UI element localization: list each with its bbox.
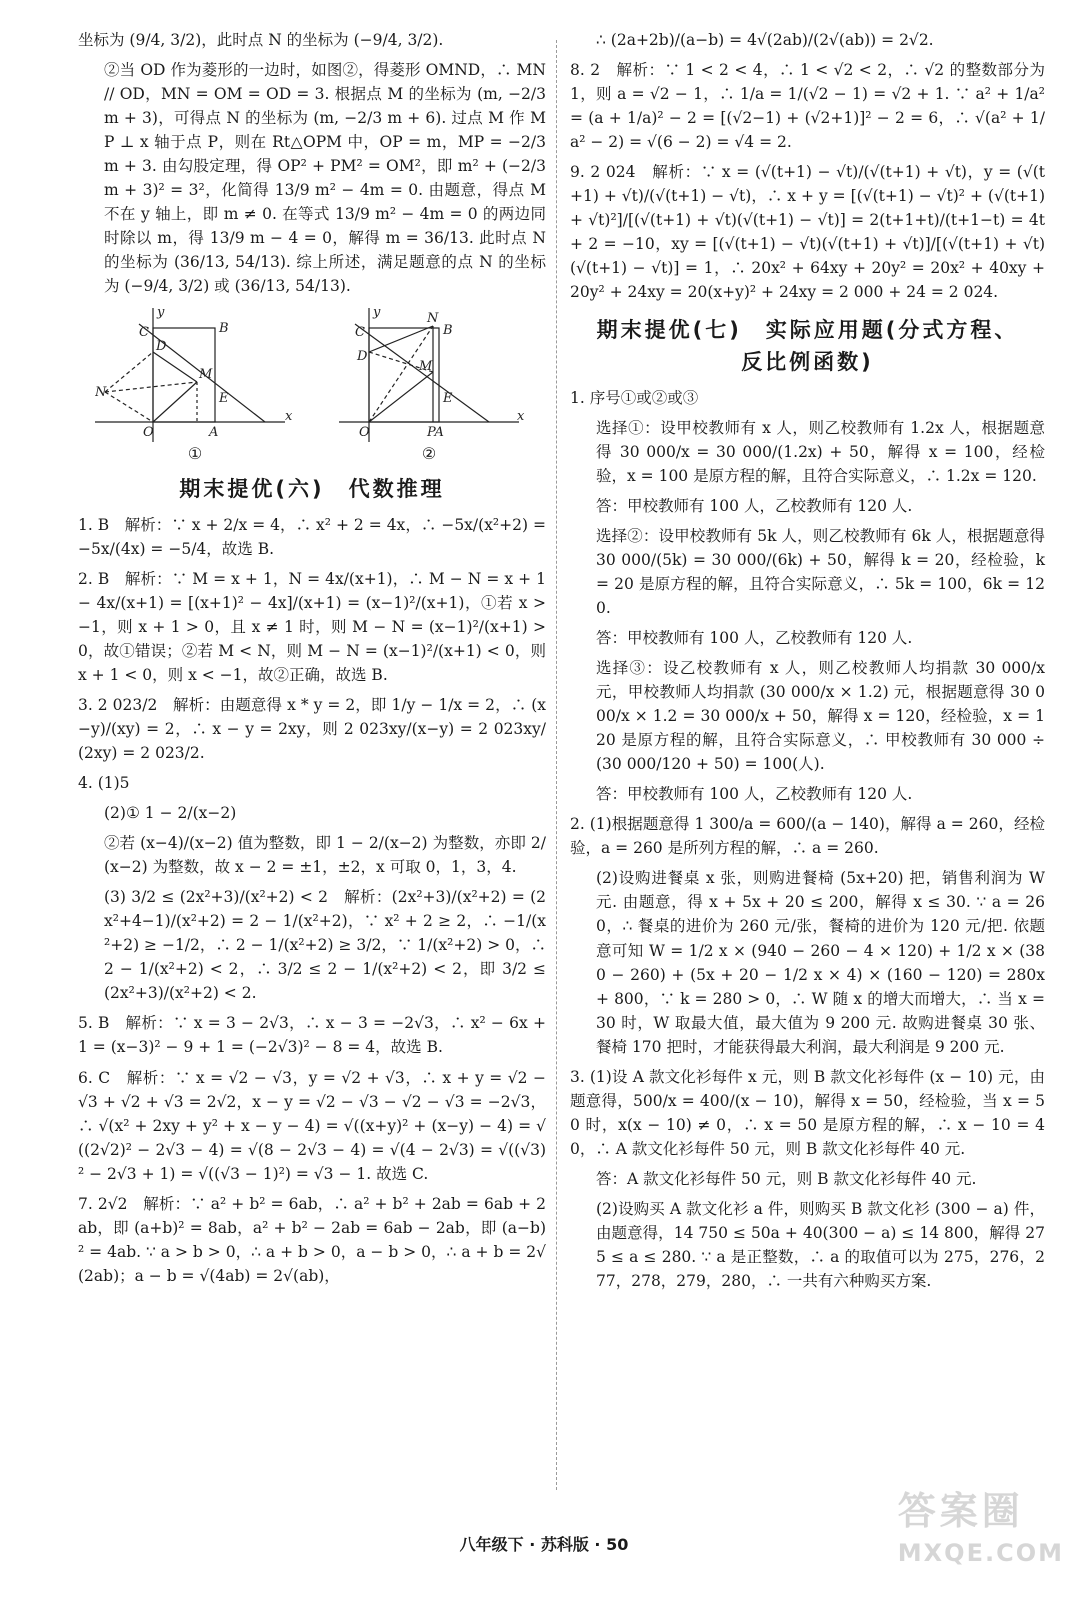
figure-1-diagram — [95, 306, 295, 446]
s6-item-3: 3. 2 023/2 解析：由题意得 x * y = 2，即 1/y − 1/x = 2，∴ (x−y)/(xy) = 2，∴ x − y = 2xy，则 2 023xy/(x−y) = 2 023xy/(2xy) = 2 023/2. — [78, 696, 546, 763]
section-7-title-line-1: 期末提优(七) 实际应用题(分式方程、 — [596, 318, 1019, 343]
svg-text:A: A — [209, 425, 219, 441]
s6-item-4-2: (2)① 1 − 2/(x−2) — [104, 804, 237, 823]
s7-item-3-1: 3. (1)设 A 款文化衫每件 x 元，则 B 款文化衫每件 (x − 10) 元，由题意得，500/x = 400/(x − 10)，解得 x = 50，经检验，当 x = 50 时，x(x − 10) ≠ 0，∴ x = 50 是原方程的解，∴ x − 10 = 40，∴ A 款文化衫每件 50 元，则 B 款文化衫每件 40 元. — [570, 1067, 1045, 1158]
s7-item-1: 1. 序号①或②或③ — [570, 389, 699, 408]
s6-item-1: 1. B 解析：∵ x + 2/x = 4，∴ x² + 2 = 4x，∴ −5x/(x²+2) = −5x/(4x) = −5/4，故选 B. — [78, 516, 546, 559]
s6-item-6: 6. C 解析：∵ x = √2 − √3，y = √2 + √3，∴ x + y = √2 − √3 + √2 + √3 = 2√2，x − y = √2 − √3 − √2 − √3 = −2√3，∴ √(x² + 2xy + y² + x − y − 4) = √((x+y)² + (x−y) − 4) = √((2√2)² − 2√3 − 4) = √(8 − 2√3 − 4) = √(4 − 2√3) = √((√3)² − 2√3 + 1) = √((√3 − 1)²) = √3 − 1. 故选 C. — [78, 1068, 546, 1183]
s6-item-2: 2. B 解析：∵ M = x + 1，N = 4x/(x+1)，∴ M − N = x + 1 − 4x/(x+1) = [(x+1)² − 4x]/(x+1) = (x−1)²/(x+1)，①若 x > −1，则 x + 1 > 0，且 x ≠ 1 时，则 M − N = (x−1)²/(x+1) > 0，故①错误；②若 M < N，则 M − N = (x−1)²/(x+1) < 0，则 x + 1 < 0，则 x < −1，故②正确，故选 B. — [78, 570, 546, 685]
s7-item-1-choice-2: 选择②：设甲校教师有 5k 人，则乙校教师有 6k 人，根据题意得 30 000/(5k) = 30 000/(6k) + 50，解得 k = 20，经检验，k = 20 是原方程的解，且符合实际意义，∴ 5k = 100，6k = 120. — [596, 527, 1045, 618]
s6-item-7: 7. 2√2 解析：∵ a² + b² = 6ab，∴ a² + b² + 2ab = 6ab + 2ab，即 (a+b)² = 8ab，a² + b² − 2ab = 6ab − 2ab，即 (a−b)² = 4ab. ∵ a > b > 0，∴ a + b > 0，a − b > 0，∴ a + b = 2√(2ab)；a − b = √(4ab) = 2√(ab)， — [78, 1194, 546, 1285]
watermark — [898, 1480, 1064, 1567]
s7-item-1-choice-3: 选择③：设乙校教师有 x 人，则乙校教师人均捐款 30 000/x 元，甲校教师人均捐款 (30 000/x × 1.2) 元，根据题意得 30 000/x × 1.2 = 30 000/x + 50，解得 x = 120，经检验，x = 120 是原方程的解，且符合实际意义，∴ 甲校教师有 30 000 ÷ (30 000/120 + 50) = 100(人). — [596, 659, 1045, 774]
svg-text:O: O — [143, 425, 154, 441]
item-8: 8. 2 解析：∵ 1 < 2 < 4，∴ 1 < √2 < 2，∴ √2 的整数部分为 1，则 a = √2 − 1，∴ 1/a = 1/(√2 − 1) = √2 + 1. ∵ a² + 1/a² = (a + 1/a)² − 2 = [(√2−1) + (√2+1)]² − 2 = 6，∴ √(a² + 1/a² − 2) = √(6 − 2) = √4 = 2. — [570, 61, 1045, 152]
section-7-title-line-2: 反比例函数) — [741, 350, 874, 375]
svg-text:N: N — [95, 385, 107, 401]
svg-text:x: x — [285, 409, 293, 425]
left-line-2: ②当 OD 作为菱形的一边时，如图②，得菱形 OMND，∴ MN // OD，MN = OM = OD = 3. 根据点 M 的坐标为 (m, −2/3 m + 3)，可得点 N 的坐标为 (m, −2/3 m + 6). 过点 M 作 MP ⊥ x 轴于点 P，则在 Rt△OPM 中，OP = m，MP = −2/3 m + 3. 由勾股定理，得 OP² + PM² = OM²，即 m² + (−2/3 m + 3)² = 3²，化简得 13/9 m² − 4m = 0. 由题意，得点 M 不在 y 轴上，即 m ≠ 0. 在等式 13/9 m² − 4m = 0 的两边同时除以 m，得 13/9 m − 4 = 0，解得 m = 36/13. 此时点 N 的坐标为 (36/13, 54/13). 综上所述，满足题意的点 N 的坐标为 (−9/4, 3/2) 或 (36/13, 54/13). — [104, 61, 546, 296]
s7-item-3-2: (2)设购买 A 款文化衫 a 件，则购买 B 款文化衫 (300 − a) 件，由题意得，14 750 ≤ 50a + 40(300 − a) ≤ 14 800，解得 275 ≤ a ≤ 280. ∵ a 是正整数，∴ a 的取值可以为 275，276，277，278，279，280，∴ 一共有六种购买方案. — [596, 1199, 1045, 1290]
svg-text:N: N — [427, 311, 439, 327]
s7-item-3-answer: 答：A 款文化衫每件 50 元，则 B 款文化衫每件 40 元. — [596, 1169, 977, 1188]
s7-item-1-answer-3: 答：甲校教师有 100 人，乙校教师有 120 人. — [596, 785, 913, 804]
svg-text:B: B — [219, 321, 229, 337]
svg-text:D: D — [156, 339, 167, 355]
column-divider — [556, 40, 557, 1490]
item-9: 9. 2 024 解析：∵ x = (√(t+1) − √t)/(√(t+1) + √t)，y = (√(t+1) + √t)/(√(t+1) − √t)，∴ x + y = [(√(t+1) − √t)² + (√(t+1) + √t)²]/[(√(t+1) + √t)(√(t+1) − √t)] = 2(t+1+t)/(t+1−t) = 4t + 2 = −10，xy = [(√(t+1) − √t)(√(t+1) + √t)]/[(√(t+1) + √t)(√(t+1) − √t)] = 1，∴ 20x² + 64xy + 20y² = 20x² + 40xy + 20y² + 24xy = 20(x+y)² + 24xy = 2 000 + 24 = 2 024. — [570, 163, 1045, 302]
s7-item-1-choice-1: 选择①：设甲校教师有 x 人，则乙校教师有 1.2x 人，根据题意得 30 000/x = 30 000/(1.2x) + 50，解得 x = 100，经检验，x = 100 是原方程的解，且符合实际意义，∴ 1.2x = 120. — [596, 419, 1045, 486]
left-line-1: 坐标为 (9/4, 3/2)，此时点 N 的坐标为 (−9/4, 3/2). — [78, 31, 444, 49]
svg-text:D: D — [357, 349, 368, 365]
s7-item-1-answer-1: 答：甲校教师有 100 人，乙校教师有 120 人. — [596, 497, 913, 516]
s7-item-1-answer-2: 答：甲校教师有 100 人，乙校教师有 120 人. — [596, 629, 913, 648]
s6-item-4-4: (3) 3/2 ≤ (2x²+3)/(x²+2) < 2 解析：(2x²+3)/(x²+2) = (2x²+4−1)/(x²+2) = 2 − 1/(x²+2)，∵ x² + 2 ≥ 2，∴ −1/(x²+2) ≥ −1/2，∴ 2 − 1/(x²+2) ≥ 3/2，∵ 1/(x²+2) > 0，∴ 2 − 1/(x²+2) < 2，∴ 3/2 ≤ 2 − 1/(x²+2) < 2，即 3/2 ≤ (2x²+3)/(x²+2) < 2. — [104, 888, 546, 1003]
figure-2-label: ② — [421, 444, 437, 464]
figures — [78, 306, 546, 463]
s6-item-4-1: 4. (1)5 — [78, 774, 130, 793]
s6-item-5: 5. B 解析：∵ x = 3 − 2√3，∴ x − 3 = −2√3，∴ x² − 6x + 1 = (x−3)² − 9 + 1 = (−2√3)² − 8 = 4，故选 B. — [78, 1014, 546, 1057]
right-line-1: ∴ (2a+2b)/(a−b) = 4√(2ab)/(2√(ab)) = 2√2. — [596, 31, 934, 49]
page-footer: 八年级下 · 苏科版 · 50 — [459, 1535, 629, 1554]
svg-text:C: C — [355, 325, 365, 341]
right-column — [570, 28, 1045, 1299]
figure-1-label: ① — [187, 444, 203, 464]
svg-text:O: O — [359, 425, 370, 441]
svg-text:PA: PA — [427, 425, 444, 441]
watermark-line-2: MXQE.COM — [897, 1539, 1064, 1567]
svg-text:E: E — [443, 391, 453, 407]
svg-text:y: y — [373, 306, 381, 321]
svg-text:y: y — [157, 306, 165, 321]
s6-item-4-3: ②若 (x−4)/(x−2) 值为整数，即 1 − 2/(x−2) 为整数，亦即 2/(x−2) 为整数，故 x − 2 = ±1，±2，x 可取 0，1，3，4. — [104, 834, 546, 877]
left-column — [78, 28, 546, 1294]
s7-item-2-1: 2. (1)根据题意得 1 300/a = 600/(a − 140)，解得 a = 260，经检验，a = 260 是所列方程的解，∴ a = 260. — [570, 815, 1045, 858]
s7-item-2-2: (2)设购进餐桌 x 张，则购进餐椅 (5x+20) 把，销售利润为 W 元. 由题意，得 x + 5x + 20 ≤ 200，解得 x ≤ 30. ∵ a = 260，∴ 餐桌的进价为 260 元/张，餐椅的进价为 120 元/把. 依题意可知 W = 1/2 x × (940 − 260 − 4 × 120) + 1/2 x × (380 − 260) + (5x + 20 − 1/2 x × 4) × (160 − 120) = 280x + 800，∵ k = 280 > 0，∴ W 随 x 的增大而增大，∴ 当 x = 30 时，W 取最大值，最大值为 9 200 元. 故购进餐桌 30 张、餐椅 170 把时，才能获得最大利润，最大利润是 9 200 元. — [596, 869, 1045, 1056]
svg-text:x: x — [517, 409, 525, 425]
svg-text:B: B — [443, 323, 453, 339]
svg-text:C: C — [139, 325, 149, 341]
svg-text:E: E — [219, 391, 229, 407]
svg-text:M: M — [419, 359, 433, 375]
section-6-title: 期末提优(六) 代数推理 — [179, 477, 445, 502]
svg-text:M: M — [199, 367, 213, 383]
watermark-line-1: 答案圈 — [897, 1489, 1024, 1533]
figure-2-diagram — [329, 306, 529, 446]
figure-2 — [329, 306, 529, 463]
figure-1 — [95, 306, 295, 463]
